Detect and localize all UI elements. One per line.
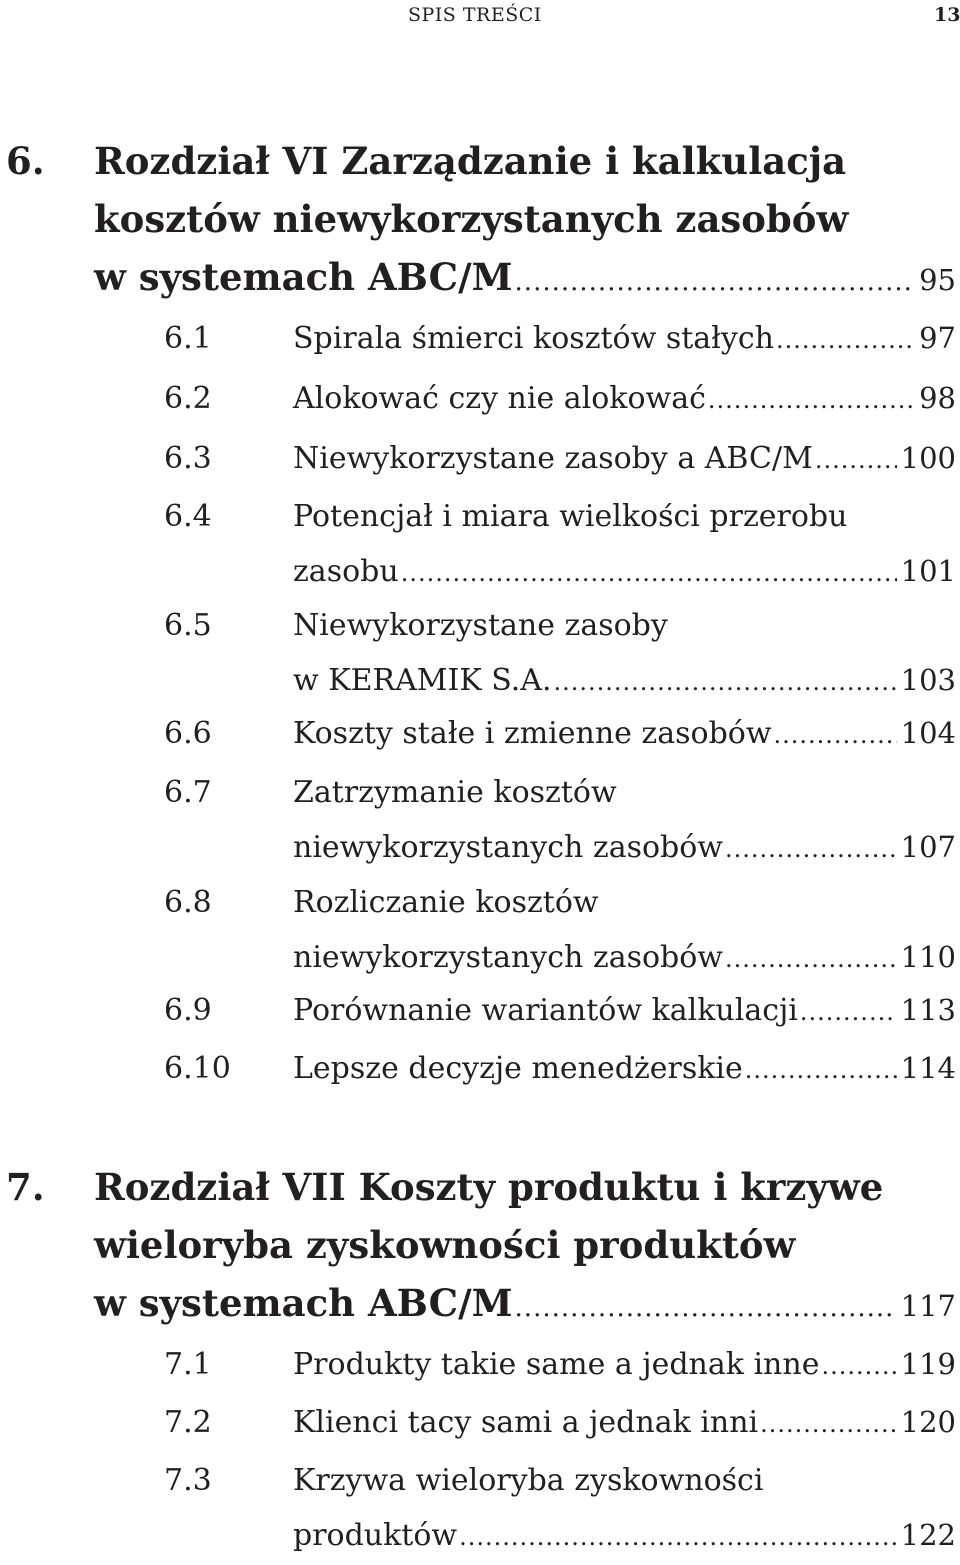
dot-leader xyxy=(774,708,897,763)
entry-title-text: Lepsze decyzje menedżerskie xyxy=(293,1051,743,1086)
dot-leader xyxy=(760,1397,897,1452)
dot-leader xyxy=(800,985,897,1040)
entry-number: 6.3 xyxy=(164,441,212,476)
dot-leader xyxy=(515,253,916,311)
chapter-title-text: w systemach ABC/M xyxy=(94,255,513,299)
entry-line xyxy=(293,983,956,1038)
entry-page-number: 107 xyxy=(900,830,956,864)
entry-page-number: 103 xyxy=(900,663,956,697)
entry-title-text: niewykorzystanych zasobów xyxy=(293,940,723,975)
entry-page-number: 113 xyxy=(900,993,956,1027)
entry-title xyxy=(293,431,956,486)
entry-page-number: 119 xyxy=(900,1347,956,1381)
entry-line xyxy=(293,1337,956,1392)
entry-line xyxy=(293,1395,956,1450)
entry-title xyxy=(293,1395,956,1450)
entry-page-number: 104 xyxy=(900,716,956,750)
dot-leader xyxy=(745,1043,897,1098)
chapter-title-text: w systemach ABC/M xyxy=(94,1281,513,1325)
chapter-title xyxy=(94,1158,956,1332)
entry-number: 6.4 xyxy=(164,499,212,534)
entry-number: 7.3 xyxy=(164,1463,212,1498)
chapter-page-number: 117 xyxy=(900,1289,956,1323)
dot-leader xyxy=(554,655,897,710)
entry-line xyxy=(293,820,956,875)
entry-number: 7.2 xyxy=(164,1405,212,1440)
entry-title-line: Potencjał i miara wielkości przerobu xyxy=(293,499,848,534)
entry-title-line: Krzywa wieloryba zyskowności xyxy=(293,1463,764,1498)
chapter-title-line: kosztów niewykorzystanych zasobów xyxy=(94,197,849,241)
entry-title xyxy=(293,765,956,875)
entry-page-number: 122 xyxy=(900,1518,956,1552)
entry-title-text: zasobu xyxy=(293,554,399,589)
chapter-title-line: Rozdział VI Zarządzanie i kalkulacja xyxy=(94,139,847,183)
entry-page-number: 110 xyxy=(900,940,956,974)
chapter-title-line xyxy=(94,1274,956,1332)
entry-title xyxy=(293,1337,956,1392)
entry-title xyxy=(293,875,956,985)
entry-title xyxy=(293,983,956,1038)
entry-title-text: Niewykorzystane zasoby a ABC/M xyxy=(293,441,813,476)
entry-title-text: niewykorzystanych zasobów xyxy=(293,830,723,865)
entry-number: 6.1 xyxy=(164,321,212,356)
entry-line xyxy=(293,930,956,985)
chapter-title-line: Rozdział VII Koszty produktu i krzywe xyxy=(94,1165,884,1209)
entry-line xyxy=(293,311,956,366)
dot-leader xyxy=(725,822,897,877)
entry-title-text: w KERAMIK S.A. xyxy=(293,663,552,698)
entry-title-text: produktów xyxy=(293,1518,458,1553)
dot-leader xyxy=(459,1510,897,1565)
entry-title xyxy=(293,371,956,426)
entry-number: 6.10 xyxy=(164,1051,231,1086)
entry-title-text: Klienci tacy sami a jednak inni xyxy=(293,1405,759,1440)
chapter-title xyxy=(94,132,956,306)
entry-title xyxy=(293,706,956,761)
dot-leader xyxy=(401,546,897,601)
dot-leader xyxy=(725,932,897,987)
dot-leader xyxy=(515,1279,897,1337)
chapter-number: 6. xyxy=(6,139,45,183)
entry-page-number: 97 xyxy=(919,321,956,355)
entry-title-text: Koszty stałe i zmienne zasobów xyxy=(293,716,772,751)
entry-line xyxy=(293,544,956,599)
entry-title xyxy=(293,489,956,599)
entry-number: 6.7 xyxy=(164,775,212,810)
chapter-title-line: wieloryba zyskowności produktów xyxy=(94,1223,796,1267)
chapter-page-number: 95 xyxy=(919,263,956,297)
entry-title-text: Alokować czy nie alokować xyxy=(293,381,706,416)
entry-page-number: 101 xyxy=(900,554,956,588)
entry-title-text: Porównanie wariantów kalkulacji xyxy=(293,993,798,1028)
running-title: SPIS TREŚCI xyxy=(408,4,542,26)
entry-line xyxy=(293,1508,956,1563)
entry-title-line: Niewykorzystane zasoby xyxy=(293,608,668,643)
entry-line xyxy=(293,431,956,486)
entry-title-text: Spirala śmierci kosztów stałych xyxy=(293,321,774,356)
dot-leader xyxy=(708,373,915,428)
entry-page-number: 98 xyxy=(919,381,956,415)
entry-title xyxy=(293,1453,956,1563)
entry-title xyxy=(293,311,956,366)
entry-title-text: Produkty takie same a jednak inne xyxy=(293,1347,820,1382)
dot-leader xyxy=(815,433,897,488)
entry-number: 6.6 xyxy=(164,716,212,751)
entry-number: 6.5 xyxy=(164,608,212,643)
entry-page-number: 120 xyxy=(900,1405,956,1439)
chapter-title-line xyxy=(94,248,956,306)
chapter-number: 7. xyxy=(6,1165,45,1209)
entry-page-number: 100 xyxy=(900,441,956,475)
entry-title-line: Zatrzymanie kosztów xyxy=(293,775,617,810)
dot-leader xyxy=(776,313,915,368)
entry-number: 7.1 xyxy=(164,1347,212,1382)
entry-title xyxy=(293,598,956,708)
entry-number: 6.2 xyxy=(164,381,212,416)
entry-number: 6.9 xyxy=(164,993,212,1028)
running-header xyxy=(0,4,960,28)
entry-line xyxy=(293,706,956,761)
entry-line xyxy=(293,1041,956,1096)
entry-title-line: Rozliczanie kosztów xyxy=(293,885,599,920)
entry-line xyxy=(293,371,956,426)
entry-title xyxy=(293,1041,956,1096)
dot-leader xyxy=(821,1339,896,1394)
entry-line xyxy=(293,653,956,708)
page-number: 13 xyxy=(934,4,960,26)
entry-page-number: 114 xyxy=(900,1051,956,1085)
entry-number: 6.8 xyxy=(164,885,212,920)
